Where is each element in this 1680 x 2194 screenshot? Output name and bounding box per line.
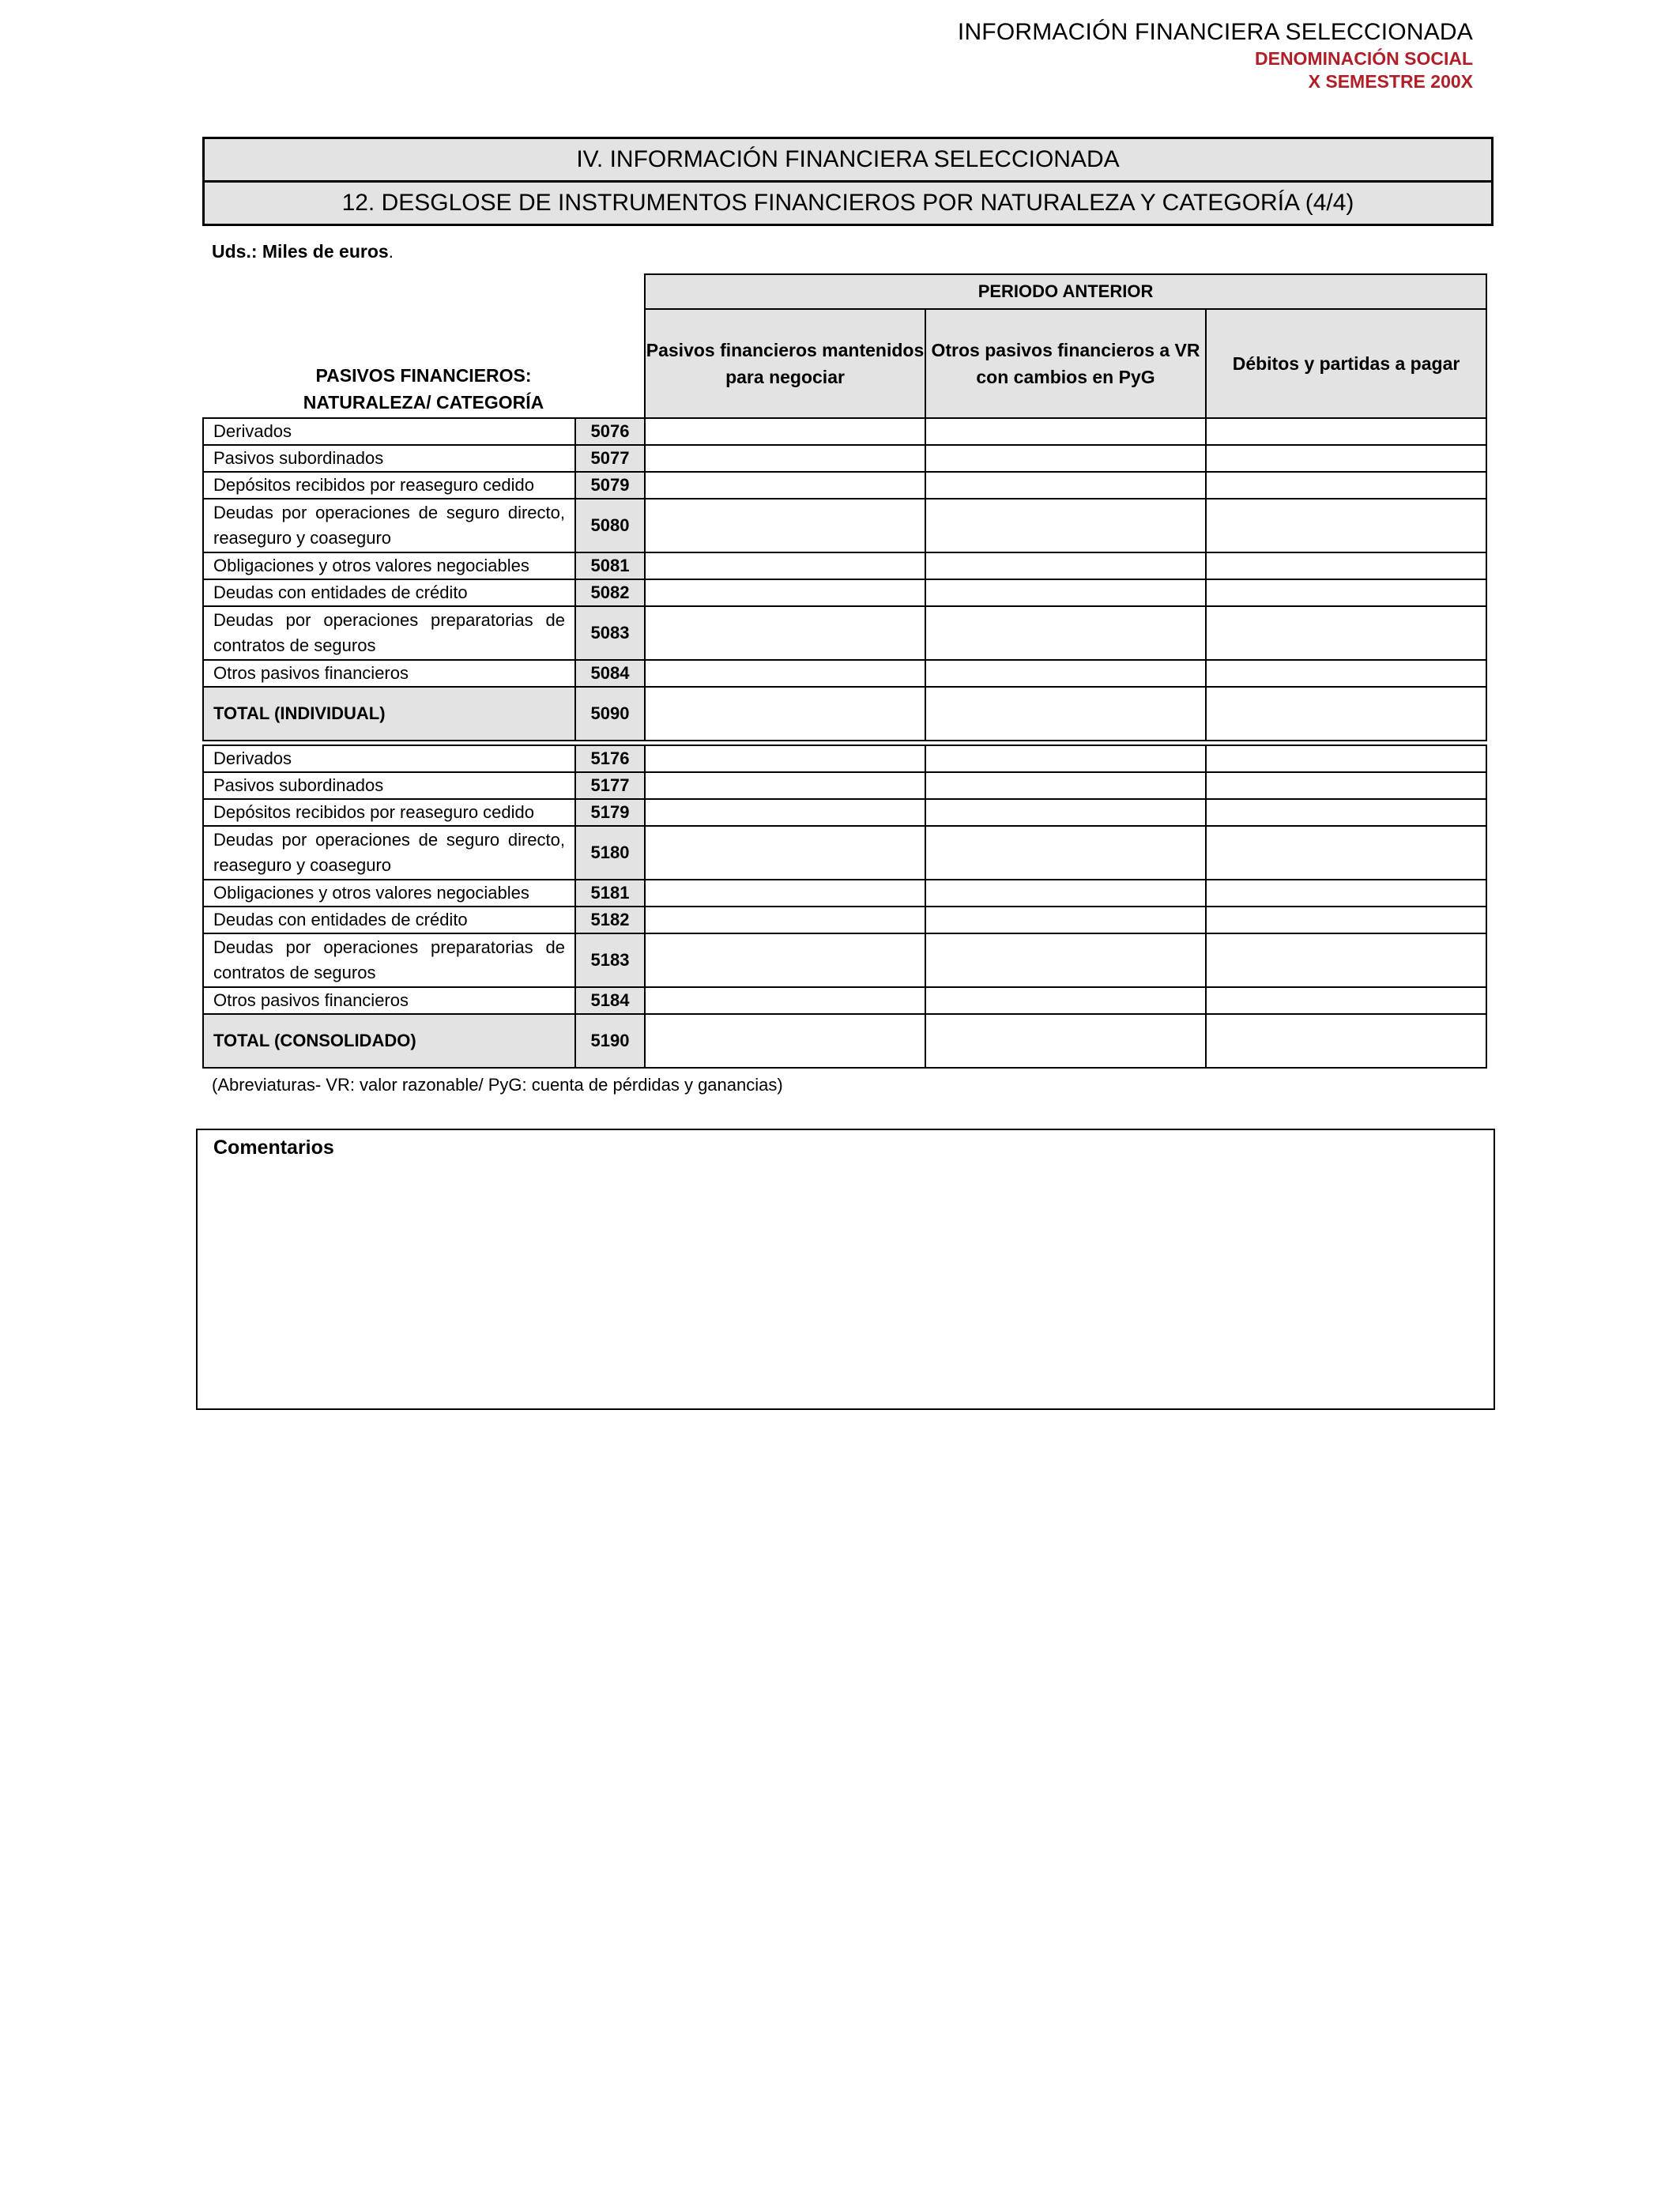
value-cell-fair-value[interactable] (925, 745, 1206, 772)
value-cell-payables[interactable] (1206, 418, 1486, 445)
row-header-line1: PASIVOS FINANCIEROS: (315, 365, 532, 386)
row-label: Derivados (203, 418, 575, 445)
value-cell-trading[interactable] (645, 579, 925, 606)
row-code: 5080 (575, 499, 645, 552)
value-cell-trading[interactable] (645, 445, 925, 472)
value-cell-payables[interactable] (1206, 472, 1486, 499)
value-cell-trading[interactable] (645, 745, 925, 772)
row-header (203, 362, 644, 417)
row-label: Derivados (203, 745, 575, 772)
total-row (203, 1014, 1486, 1068)
table-row (203, 606, 1486, 660)
individual-table (202, 273, 1487, 741)
row-code: 5184 (575, 987, 645, 1014)
row-label: Deudas por operaciones preparatorias de contratos de seguros (203, 933, 575, 987)
value-cell-payables[interactable] (1206, 933, 1486, 987)
units-label (212, 241, 394, 262)
value-cell-trading[interactable] (645, 606, 925, 660)
value-cell-trading[interactable] (645, 472, 925, 499)
value-cell-fair-value[interactable] (925, 579, 1206, 606)
document-header (958, 17, 1473, 93)
row-code: 5176 (575, 745, 645, 772)
value-cell-fair-value[interactable] (925, 472, 1206, 499)
entity-name: DENOMINACIÓN SOCIAL (1255, 48, 1473, 69)
table-row (203, 552, 1486, 579)
value-cell-fair-value[interactable] (925, 987, 1206, 1014)
value-cell-fair-value[interactable] (925, 826, 1206, 880)
row-code: 5077 (575, 445, 645, 472)
value-cell-fair-value[interactable] (925, 445, 1206, 472)
value-cell-trading[interactable] (645, 880, 925, 907)
period-header: PERIODO ANTERIOR (645, 274, 1486, 309)
value-cell-fair-value[interactable] (925, 772, 1206, 799)
value-cell-trading[interactable] (645, 418, 925, 445)
value-cell-payables[interactable] (1206, 772, 1486, 799)
row-label: Deudas por operaciones de seguro directo, reaseguro y coaseguro (203, 826, 575, 880)
row-code: 5079 (575, 472, 645, 499)
row-label: Deudas por operaciones preparatorias de contratos de seguros (203, 606, 575, 660)
value-cell-trading[interactable] (645, 660, 925, 687)
section-subtitle: 12. DESGLOSE DE INSTRUMENTOS FINANCIEROS POR NATURALEZA Y CATEGORÍA (4/4) (205, 180, 1491, 224)
table-row (203, 660, 1486, 687)
value-cell-payables[interactable] (1206, 579, 1486, 606)
row-code: 5177 (575, 772, 645, 799)
row-code: 5076 (575, 418, 645, 445)
row-label: Depósitos recibidos por reaseguro cedido (203, 472, 575, 499)
units-text: Uds.: Miles de euros (212, 241, 389, 262)
abbreviations-note: (Abreviaturas- VR: valor razonable/ PyG: cuenta de pérdidas y ganancias) (212, 1075, 783, 1095)
row-code: 5190 (575, 1014, 645, 1068)
value-cell-trading[interactable] (645, 799, 925, 826)
row-code: 5181 (575, 880, 645, 907)
value-cell-payables[interactable] (1206, 606, 1486, 660)
row-label: Deudas con entidades de crédito (203, 907, 575, 933)
row-label: Deudas por operaciones de seguro directo, reaseguro y coaseguro (203, 499, 575, 552)
value-cell-payables[interactable] (1206, 799, 1486, 826)
value-cell-fair-value[interactable] (925, 499, 1206, 552)
value-cell-trading[interactable] (645, 987, 925, 1014)
row-label: Otros pasivos financieros (203, 660, 575, 687)
row-code: 5182 (575, 907, 645, 933)
value-cell-payables[interactable] (1206, 987, 1486, 1014)
table-row (203, 418, 1486, 445)
row-code: 5081 (575, 552, 645, 579)
value-cell-trading[interactable] (645, 933, 925, 987)
table-row (203, 579, 1486, 606)
row-label: Depósitos recibidos por reaseguro cedido (203, 799, 575, 826)
value-cell-trading[interactable] (645, 1014, 925, 1068)
row-code: 5090 (575, 687, 645, 741)
row-label: TOTAL (CONSOLIDADO) (203, 1014, 575, 1068)
value-cell-trading[interactable] (645, 552, 925, 579)
value-cell-fair-value[interactable] (925, 907, 1206, 933)
value-cell-trading[interactable] (645, 907, 925, 933)
table-row (203, 745, 1486, 772)
value-cell-fair-value[interactable] (925, 880, 1206, 907)
value-cell-payables[interactable] (1206, 660, 1486, 687)
row-label: Pasivos subordinados (203, 772, 575, 799)
value-cell-payables[interactable] (1206, 445, 1486, 472)
table-row (203, 799, 1486, 826)
value-cell-payables[interactable] (1206, 552, 1486, 579)
reporting-period: X SEMESTRE 200X (1308, 71, 1473, 92)
value-cell-fair-value[interactable] (925, 799, 1206, 826)
comments-title: Comentarios (213, 1137, 334, 1159)
table-row (203, 499, 1486, 552)
units-dot: . (388, 241, 394, 262)
value-cell-trading[interactable] (645, 499, 925, 552)
row-code: 5083 (575, 606, 645, 660)
column-header-trading: Pasivos financieros mantenidos para negociar (645, 309, 925, 418)
document-title: INFORMACIÓN FINANCIERA SELECCIONADA (957, 19, 1473, 45)
row-header-cell (203, 274, 645, 418)
column-header-fair-value: Otros pasivos financieros a VR con cambios en PyG (925, 309, 1206, 418)
section-title-box (202, 137, 1494, 226)
period-header-row (203, 274, 1486, 309)
value-cell-fair-value[interactable] (925, 687, 1206, 741)
value-cell-payables[interactable] (1206, 826, 1486, 880)
row-code: 5179 (575, 799, 645, 826)
consolidated-table (202, 745, 1487, 1069)
section-title: IV. INFORMACIÓN FINANCIERA SELECCIONADA (576, 146, 1120, 172)
value-cell-fair-value[interactable] (925, 606, 1206, 660)
table-row (203, 445, 1486, 472)
value-cell-trading[interactable] (645, 687, 925, 741)
value-cell-payables[interactable] (1206, 687, 1486, 741)
value-cell-trading[interactable] (645, 826, 925, 880)
value-cell-payables[interactable] (1206, 907, 1486, 933)
row-label: Obligaciones y otros valores negociables (203, 552, 575, 579)
row-label: Deudas con entidades de crédito (203, 579, 575, 606)
value-cell-payables[interactable] (1206, 499, 1486, 552)
row-code: 5183 (575, 933, 645, 987)
table-row (203, 472, 1486, 499)
row-label: Obligaciones y otros valores negociables (203, 880, 575, 907)
total-row (203, 687, 1486, 741)
value-cell-payables[interactable] (1206, 1014, 1486, 1068)
table-row (203, 933, 1486, 987)
value-cell-fair-value[interactable] (925, 660, 1206, 687)
row-code: 5180 (575, 826, 645, 880)
value-cell-payables[interactable] (1206, 745, 1486, 772)
table-row (203, 826, 1486, 880)
row-code: 5082 (575, 579, 645, 606)
row-label: Otros pasivos financieros (203, 987, 575, 1014)
row-label: Pasivos subordinados (203, 445, 575, 472)
value-cell-fair-value[interactable] (925, 1014, 1206, 1068)
value-cell-fair-value[interactable] (925, 552, 1206, 579)
column-header-payables: Débitos y partidas a pagar (1206, 309, 1486, 418)
table-row (203, 907, 1486, 933)
comments-box[interactable] (196, 1129, 1495, 1410)
value-cell-fair-value[interactable] (925, 418, 1206, 445)
row-code: 5084 (575, 660, 645, 687)
value-cell-fair-value[interactable] (925, 933, 1206, 987)
row-header-line2: NATURALEZA/ CATEGORÍA (303, 392, 544, 413)
row-label: TOTAL (INDIVIDUAL) (203, 687, 575, 741)
value-cell-payables[interactable] (1206, 880, 1486, 907)
value-cell-trading[interactable] (645, 772, 925, 799)
table-row (203, 987, 1486, 1014)
table-row (203, 880, 1486, 907)
table-row (203, 772, 1486, 799)
